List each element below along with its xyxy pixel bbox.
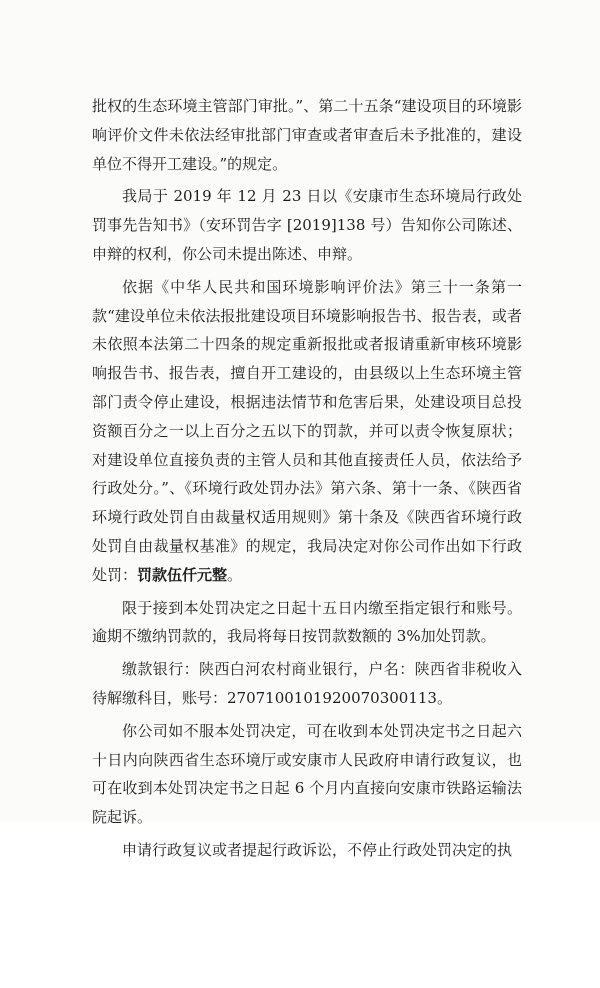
paragraph-6: 你公司如不服本处罚决定，可在收到本处罚决定书之日起六十日内向陕西省生态环境厅或安康市人民政府申请行政复议，也可在收到本处罚决定书之日起 6 个月内直接向安康市铁路运输法院起诉。	[92, 721, 522, 827]
paragraph-2: 我局于 2019 年 12 月 23 日以《安康市生态环境局行政处罚事先告知书》（安环罚告字 [2019]138 号）告知你公司陈述、申辩的权利，你公司未提出陈述、申辩。	[92, 187, 522, 263]
document-body	[92, 92, 522, 869]
paragraph-3-tail: 。	[227, 565, 243, 584]
penalty-amount: 罚款伍仟元整	[137, 565, 228, 584]
paragraph-3-text: 依据《中华人民共和国环境影响评价法》第三十一条第一款“建设单位未依法报批建设项目环境影响报告书、报告表，或者未依照本法第二十四条的规定重新报批或者报请重新审核环境影响报告书、报告表，擅自开工建设的，由县级以上生态环境主管部门责令停止建设，根据违法情节和危害后果，处建设项目总投资额百分之一以上百分之五以下的罚款，并可以责令恢复原状；对建设单位直接负责的主管人员和其他直接责任人员，依法给予行政处分。”、《环境行政处罚办法》第六条、第十一条、《陕西省环境行政处罚自由裁量权适用规则》第十条及《陕西省环境行政处罚自由裁量权基准》的规定，我局决定对你公司作出如下行政处罚：	[92, 277, 522, 584]
paragraph-1: 批权的生态环境主管部门审批。”、第二十五条“建设项目的环境影响评价文件未依法经审批部门审查或者审查后未予批准的，建设单位不得开工建设。”的规定。	[92, 97, 522, 173]
paragraph-3	[92, 273, 522, 590]
paragraph-5: 缴款银行：陕西白河农村商业银行，户名：陕西省非税收入待解缴科目，账号：2707100101920070300113。	[92, 660, 522, 707]
paragraph-4: 限于接到本处罚决定之日起十五日内缴至指定银行和账号。逾期不缴纳罚款的，我局将每日按罚款数额的 3%加处罚款。	[92, 598, 522, 646]
paragraph-7: 申请行政复议或者提起行政诉讼，不停止行政处罚决定的执	[122, 840, 513, 859]
